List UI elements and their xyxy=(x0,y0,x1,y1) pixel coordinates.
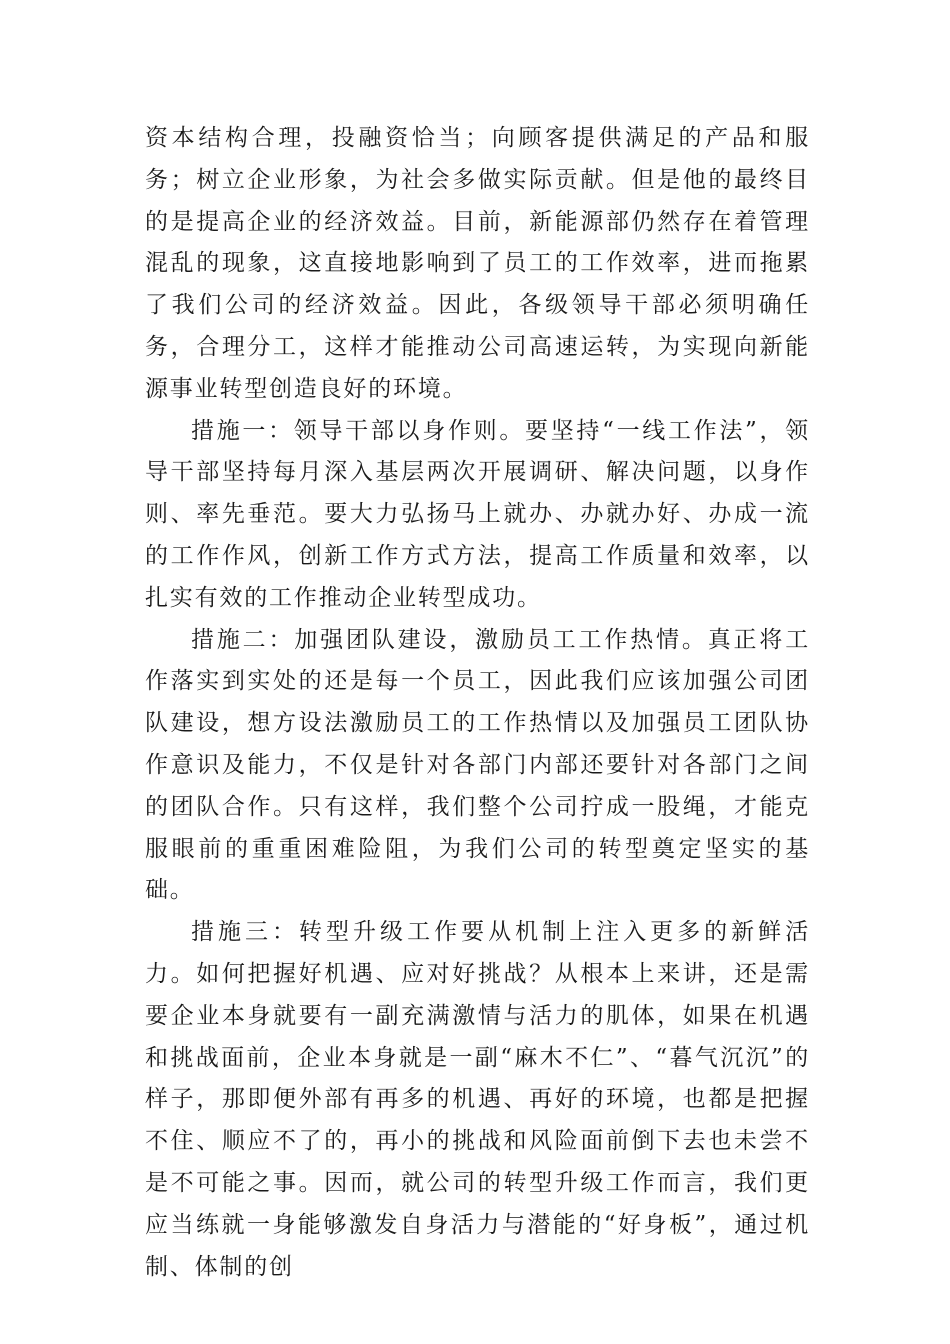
paragraph-measure-one: 措施一：领导干部以身作则。要坚持“一线工作法”，领导干部坚持每月深入基层两次开展调研、解决问题，以身作则、率先垂范。要大力弘扬马上就办、办就办好、办成一流的工作作风，创新工作方式方法，提高工作质量和效率，以扎实有效的工作推动企业转型成功。 xyxy=(145,417,810,611)
paragraph-intro: 资本结构合理，投融资恰当；向顾客提供满足的产品和服务；树立企业形象，为社会多做实际贡献。但是他的最终目的是提高企业的经济效益。目前，新能源部仍然存在着管理混乱的现象，这直接地影响到了员工的工作效率，进而拖累了我们公司的经济效益。因此，各级领导干部必须明确任务，合理分工，这样才能推动公司高速运转，为实现向新能源事业转型创造良好的环境。 xyxy=(145,125,810,402)
paragraph-measure-two: 措施二：加强团队建设，激励员工工作热情。真正将工作落实到实处的还是每一个员工，因此我们应该加强公司团队建设，想方设法激励员工的工作热情以及加强员工团队协作意识及能力，不仅是针对各部门内部还要针对各部门之间的团队合作。只有这样，我们整个公司拧成一股绳，才能克服眼前的重重困难险阻，为我们公司的转型奠定坚实的基础。 xyxy=(145,626,810,904)
document-body xyxy=(145,118,810,1288)
paragraph-measure-three: 措施三：转型升级工作要从机制上注入更多的新鲜活力。如何把握好机遇、应对好挑战？从根本上来讲，还是需要企业本身就要有一副充满激情与活力的肌体，如果在机遇和挑战面前，企业本身就是一副“麻木不仁”、“暮气沉沉”的样子，那即便外部有再多的机遇、再好的环境，也都是把握不住、顺应不了的，再小的挑战和风险面前倒下去也未尝不是不可能之事。因而，就公司的转型升级工作而言，我们更应当练就一身能够激发自身活力与潜能的“好身板”，通过机制、体制的创 xyxy=(145,919,810,1280)
